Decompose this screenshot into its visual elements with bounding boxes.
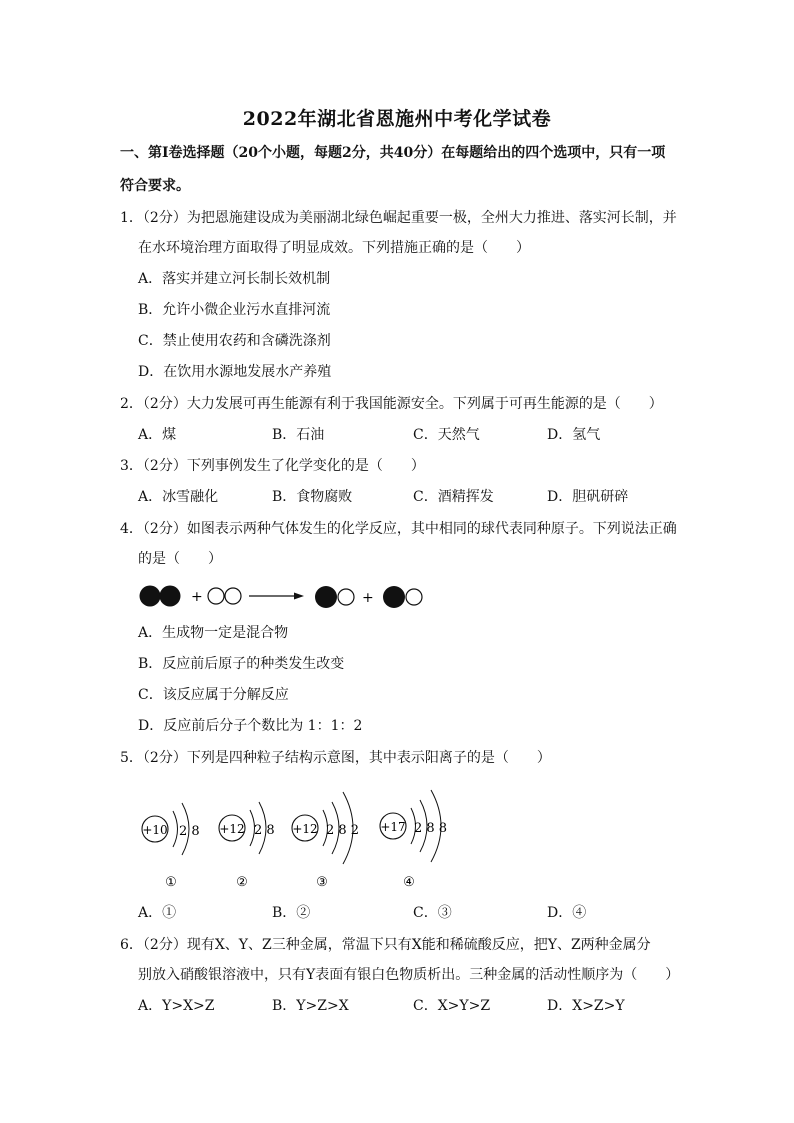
q4-option-d: D．反应前后分子个数比为 1：1：2: [138, 718, 363, 734]
q2-option-a: A．煤: [138, 427, 177, 443]
particle-label: ②: [236, 875, 248, 890]
q4-option-b: B．反应前后原子的种类发生改变: [138, 656, 345, 672]
reactant-molecule-black: [140, 586, 181, 607]
q6-option-b: B．Y>Z>X: [272, 998, 349, 1014]
white-atom: [208, 588, 224, 604]
q6-option-a: A．Y>X>Z: [138, 998, 215, 1014]
plus-sign: +: [191, 589, 203, 605]
black-atom: [383, 586, 405, 608]
q6-option-c: C．X>Y>Z: [413, 998, 491, 1014]
particle-label: ④: [403, 875, 415, 890]
q4-stem-line2: 的是（ ）: [138, 551, 222, 567]
q5-option-c: C．③: [413, 905, 452, 921]
white-atom: [225, 588, 241, 604]
particle-1: [142, 803, 200, 890]
particle-4: [380, 790, 447, 890]
q6-option-d: D．X>Z>Y: [547, 998, 625, 1014]
nucleus-charge: +17: [380, 820, 406, 834]
section-heading-line2: 符合要求。: [120, 178, 190, 194]
black-atom: [315, 586, 337, 608]
q3-stem: 3．（2分）下列事例发生了化学变化的是（ ）: [120, 458, 425, 474]
section-heading-line1: 一、第Ⅰ卷选择题（20个小题，每题2分，共40分）在每题给出的四个选项中，只有一项: [120, 145, 666, 161]
q1-stem-line2: 在水环境治理方面取得了明显成效。下列措施正确的是（ ）: [138, 240, 530, 256]
q5-stem: 5．（2分）下列是四种粒子结构示意图，其中表示阳离子的是（ ）: [120, 750, 551, 766]
q2-option-d: D．氢气: [547, 427, 601, 443]
q3-option-b: B．食物腐败: [272, 489, 353, 505]
q2-option-b: B．石油: [272, 427, 325, 443]
q3-option-a: A．冰雪融化: [138, 489, 219, 505]
q5-option-a: A．①: [138, 905, 177, 921]
electron-shells: 2 8 2: [326, 823, 360, 838]
q5-option-d: D．④: [547, 905, 587, 921]
product-molecule-2: [383, 586, 422, 608]
nucleus-charge: +12: [219, 822, 245, 836]
q4-option-c: C．该反应属于分解反应: [138, 687, 289, 703]
particle-2: [219, 802, 275, 890]
reaction-diagram: [136, 580, 436, 614]
black-atom: [140, 586, 161, 607]
particle-label: ③: [316, 875, 328, 890]
q1-option-a: A．落实并建立河长制长效机制: [138, 271, 331, 287]
q3-option-d: D．胆矾研碎: [547, 489, 629, 505]
q2-stem: 2．（2分）大力发展可再生能源有利于我国能源安全。下列属于可再生能源的是（ ）: [120, 396, 663, 412]
q4-stem-line1: 4．（2分）如图表示两种气体发生的化学反应，其中相同的球代表同种原子。下列说法正确: [120, 521, 677, 537]
black-atom: [160, 586, 181, 607]
reactant-molecule-white: [208, 588, 241, 604]
q6-stem-line1: 6．（2分）现有X、Y、Z三种金属，常温下只有X能和稀硫酸反应，把Y、Z两种金属分: [120, 937, 651, 953]
q5-option-b: B．②: [272, 905, 311, 921]
q1-stem-line1: 1．（2分）为把恩施建设成为美丽湖北绿色崛起重要一极，全州大力推进、落实河长制，并: [120, 210, 677, 226]
white-atom: [406, 589, 422, 605]
electron-shells: 2 8: [179, 824, 200, 839]
q1-option-b: B．允许小微企业污水直排河流: [138, 302, 331, 318]
white-atom: [338, 589, 354, 605]
nucleus-charge: +10: [142, 823, 168, 837]
product-molecule-1: [315, 586, 354, 608]
plus-sign: +: [362, 590, 374, 606]
q1-option-d: D．在饮用水源地发展水产养殖: [138, 364, 332, 380]
q2-option-c: C．天然气: [413, 427, 480, 443]
q1-option-c: C．禁止使用农药和含磷洗涤剂: [138, 333, 331, 349]
particle-3: [292, 792, 359, 890]
exam-title: 2022年湖北省恩施州中考化学试卷: [242, 108, 552, 130]
q6-stem-line2: 别放入硝酸银溶液中，只有Y表面有银白色物质析出。三种金属的活动性顺序为（ ）: [138, 967, 680, 983]
particle-label: ①: [165, 875, 177, 890]
electron-shells: 2 8 8: [414, 821, 448, 836]
reaction-arrow: [249, 593, 304, 600]
nucleus-charge: +12: [292, 822, 318, 836]
q3-option-c: C．酒精挥发: [413, 489, 494, 505]
electron-shells: 2 8: [254, 823, 275, 838]
q4-option-a: A．生成物一定是混合物: [138, 625, 289, 641]
particle-diagrams: [130, 780, 470, 895]
